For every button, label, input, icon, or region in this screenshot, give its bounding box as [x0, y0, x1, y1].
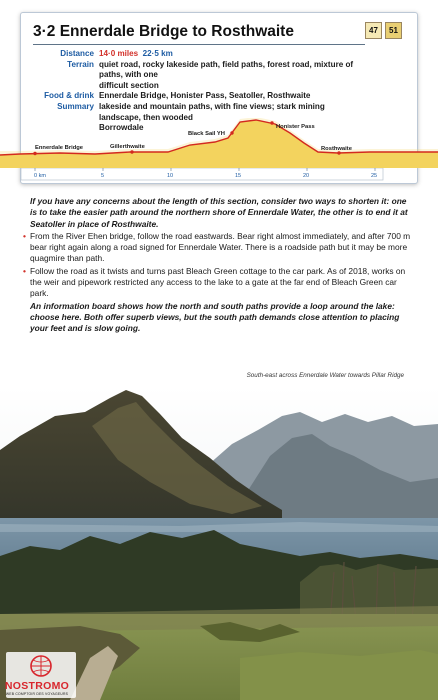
- route-description: [23, 196, 414, 336]
- elevation-profile: [0, 118, 438, 184]
- summary-label: Summary: [57, 101, 94, 111]
- intro-paragraph: If you have any concerns about the length of this section, consider two ways to shorten it: one is to take the easier path around the northern shore of Ennerdale Water, the other is to end it at Seatoller in place of Rosthwaite.: [30, 196, 408, 229]
- food-value: Ennerdale Bridge, Honister Pass, Seatoller, Rosthwaite: [99, 91, 311, 101]
- logo-tagline: WEB COMPTOIR DES VOYAGEURS: [5, 692, 69, 696]
- terrain-value: [99, 60, 365, 92]
- distance-row: [35, 49, 365, 60]
- axis-tick-0: 0 km: [34, 173, 46, 179]
- distance-label: Distance: [60, 49, 94, 58]
- waypoint-honister: [270, 121, 273, 124]
- terrain-row: [35, 60, 365, 92]
- bullet-icon: •: [23, 230, 26, 241]
- place-rosthwaite: Rosthwaite: [321, 146, 352, 152]
- bullet-paragraph-2: [23, 265, 414, 300]
- waypoint-ennerdale: [33, 152, 36, 155]
- summary-line-2: Borrowdale: [99, 123, 144, 133]
- waypoint-gillerthwaite: [130, 150, 133, 153]
- terrain-line-2: difficult section: [99, 80, 159, 90]
- axis-tick-5: 5: [101, 173, 105, 179]
- terrain-line-1: quiet road, rocky lakeside path, field paths, forest road, mixture of paths, with one: [99, 59, 354, 80]
- title-rule: [33, 44, 365, 45]
- food-label: Food & drink: [44, 91, 94, 101]
- logo-wordmark: NOSTROMO: [4, 680, 70, 692]
- closing-paragraph: An information board shows how the north and south paths provide a loop around the lake: choose here. Both offer superb views, but the south path demands close attention to placing your feet and is slow going.: [30, 300, 400, 334]
- place-honister-pass: Honister Pass: [276, 124, 315, 130]
- waypoint-black-sail: [230, 131, 233, 134]
- terrain-label: Terrain: [67, 59, 94, 69]
- bullet-icon: •: [23, 265, 26, 276]
- map-ref-2[interactable]: 51: [385, 22, 402, 39]
- distance-value: [99, 49, 365, 60]
- axis-tick-10: 10: [167, 173, 174, 179]
- section-title: 3·2 Ennerdale Bridge to Rosthwaite: [33, 23, 294, 40]
- profile-base: [0, 118, 438, 168]
- bullet-paragraph-1: [23, 230, 414, 265]
- axis-tick-25: 25: [371, 173, 378, 179]
- place-ennerdale-bridge: Ennerdale Bridge: [35, 145, 83, 151]
- bullet-1-text: From the River Ehen bridge, follow the road eastwards. Bear right almost immediately, and after 700 m bear right again along a road signed for Ennerdale Water. There is a roadside path but it may be more quagmire than path.: [30, 230, 411, 264]
- distance-km: 22·5 km: [142, 49, 173, 58]
- bullet-2-text: Follow the road as it twists and turns past Bleach Green cottage to the car park. As of 2018, works on the weir and pipework restricted any access to the lake to a gate at the far end of Bleach Green car park.: [30, 265, 406, 299]
- axis-tick-15: 15: [235, 173, 242, 179]
- food-row: [35, 91, 365, 102]
- axis-tick-20: 20: [303, 173, 310, 179]
- distance-miles: 14·0 miles: [99, 49, 139, 58]
- place-gillerthwaite: Gillerthwaite: [110, 144, 145, 150]
- map-ref-1[interactable]: 47: [365, 22, 382, 39]
- place-black-sail-yh: Black Sail YH: [188, 131, 225, 137]
- photo-caption: South-east across Ennerdale Water towards Pillar Ridge: [246, 372, 404, 379]
- profile-axis-box: [21, 168, 383, 180]
- summary-line-1: lakeside and mountain paths, with fine views; stark mining landscape, then wooded: [99, 101, 325, 122]
